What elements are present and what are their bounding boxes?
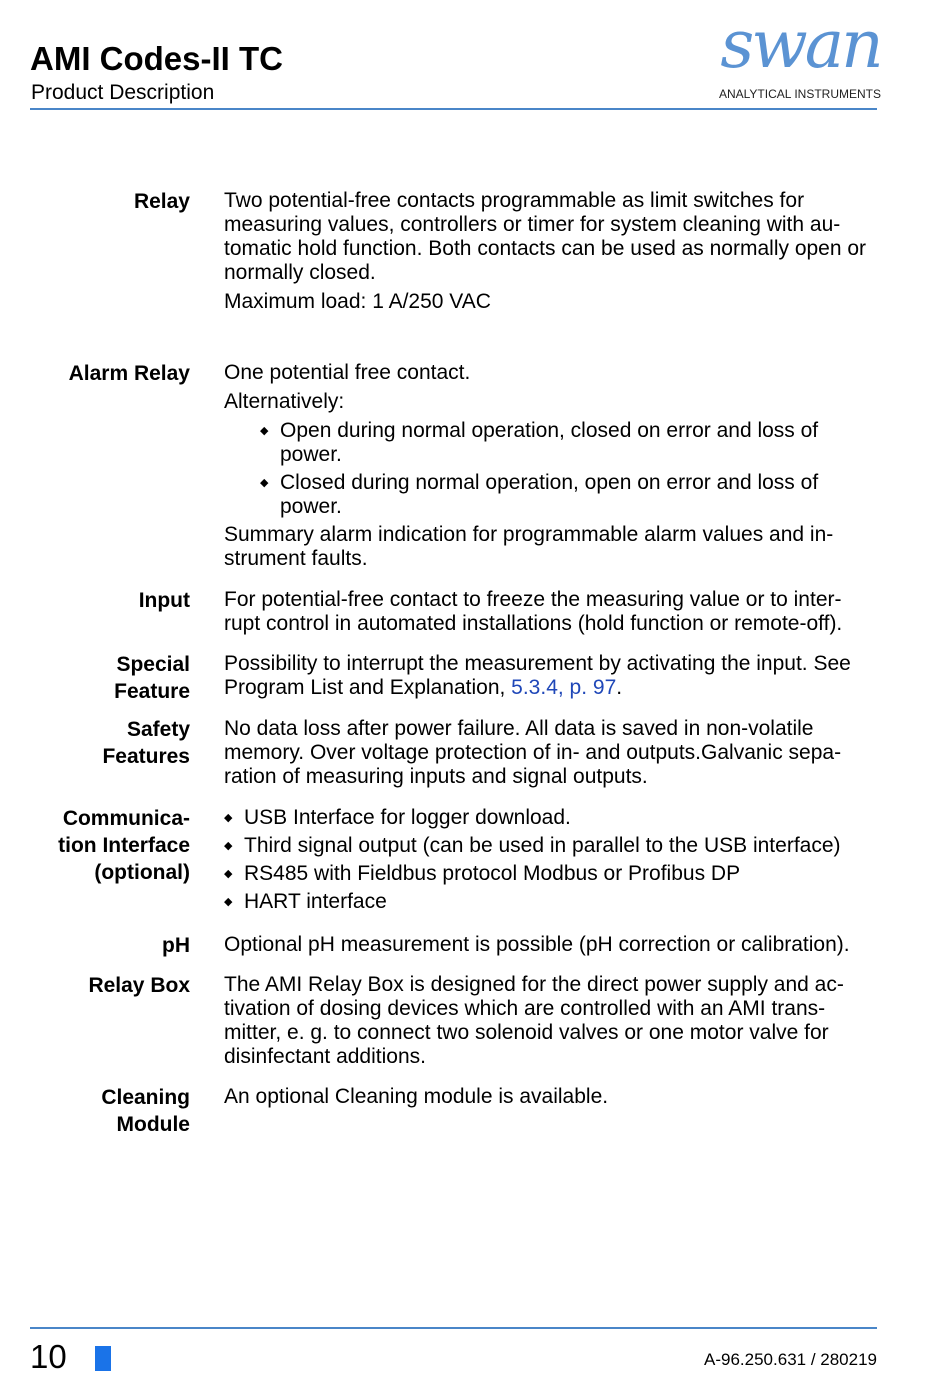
relay-description: Two potential-free contacts programmable as limit switches for measuring values, controllers or timer for system cleaning with au-tomatic hold function. Both contacts can be used as normally open or normally closed. — [224, 189, 867, 284]
section-label: pH — [162, 934, 190, 957]
section-content — [224, 933, 876, 957]
swan-logo — [718, 6, 883, 104]
communication-bullets — [224, 806, 876, 914]
label-line: Feature — [114, 680, 190, 703]
section-label — [30, 805, 190, 886]
label-line: Safety — [126, 718, 190, 741]
alarm-relay-line1: One potential free contact. — [224, 361, 471, 384]
section-label: Relay — [133, 190, 190, 213]
section-content — [224, 361, 876, 571]
header-divider — [30, 108, 877, 110]
section-label — [30, 1084, 190, 1138]
section-label: Input — [138, 589, 190, 612]
section-content — [224, 588, 876, 636]
relay-box-description: The AMI Relay Box is designed for the direct power supply and ac-tivation of dosing devices which are controlled with an AMI trans-mitter, e. g. to connect two solenoid valves or one motor valve for disinfectant additions. — [224, 973, 844, 1068]
section-label — [30, 651, 190, 705]
section-content — [224, 973, 876, 1069]
document-subtitle: Product Description — [31, 81, 215, 104]
list-item: ◆ Third signal output (can be used in parallel to the USB interface) — [224, 834, 876, 858]
list-item: ◆ Closed during normal operation, open on error and loss of power. — [224, 471, 876, 519]
list-item: ◆ HART interface — [224, 890, 876, 914]
page-number: 10 — [30, 1338, 67, 1375]
document-title: AMI Codes-II TC — [30, 40, 283, 77]
section-content — [224, 717, 876, 789]
label-line: tion Interface — [58, 834, 190, 857]
document-reference: A-96.250.631 / 280219 — [704, 1350, 877, 1369]
label-line: Special — [116, 653, 190, 676]
ph-description: Optional pH measurement is possible (pH correction or calibration). — [224, 933, 850, 956]
section-content — [224, 1085, 876, 1109]
logo-wordmark: swan — [720, 6, 881, 83]
cleaning-module-description: An optional Cleaning module is available. — [224, 1085, 609, 1108]
special-feature-description — [224, 652, 876, 700]
alarm-relay-line2: Alternatively: — [224, 390, 345, 413]
logo-tagline: ANALYTICAL INSTRUMENTS — [718, 87, 881, 101]
section-label: Relay Box — [88, 974, 190, 997]
list-item: ◆ Open during normal operation, closed on error and loss of power. — [224, 419, 876, 467]
relay-max-load: Maximum load: 1 A/250 VAC — [224, 290, 491, 313]
section-label — [30, 716, 190, 770]
input-description: For potential-free contact to freeze the measuring value or to inter-rupt control in automated installations (hold function or remote-off). — [224, 588, 843, 635]
list-item: ◆ RS485 with Fieldbus protocol Modbus or Profibus DP — [224, 862, 876, 886]
section-content — [224, 806, 876, 918]
section-content — [224, 652, 876, 700]
alarm-relay-summary: Summary alarm indication for programmable alarm values and in-strument faults. — [224, 523, 834, 570]
special-feature-period: . — [616, 676, 623, 699]
footer-divider — [30, 1327, 877, 1329]
label-line: Module — [116, 1113, 190, 1136]
special-feature-text: Possibility to interrupt the measurement by activating the input. See Program List and Explanation, — [224, 652, 851, 699]
label-line: Communica- — [62, 807, 190, 830]
label-line: (optional) — [94, 861, 190, 884]
alarm-relay-bullets — [224, 419, 876, 519]
section-label: Alarm Relay — [68, 362, 190, 385]
list-item: ◆ USB Interface for logger download. — [224, 806, 876, 830]
safety-features-description: No data loss after power failure. All data is saved in non-volatile memory. Over voltage protection of in- and outputs.Galvanic sepa-ration of measuring inputs and signal outputs. — [224, 717, 842, 788]
page-marker — [95, 1346, 111, 1371]
label-line: Cleaning — [101, 1086, 190, 1109]
section-content — [224, 189, 876, 314]
cross-reference-link[interactable]: 5.3.4, p. 97 — [511, 676, 617, 699]
label-line: Features — [102, 745, 190, 768]
